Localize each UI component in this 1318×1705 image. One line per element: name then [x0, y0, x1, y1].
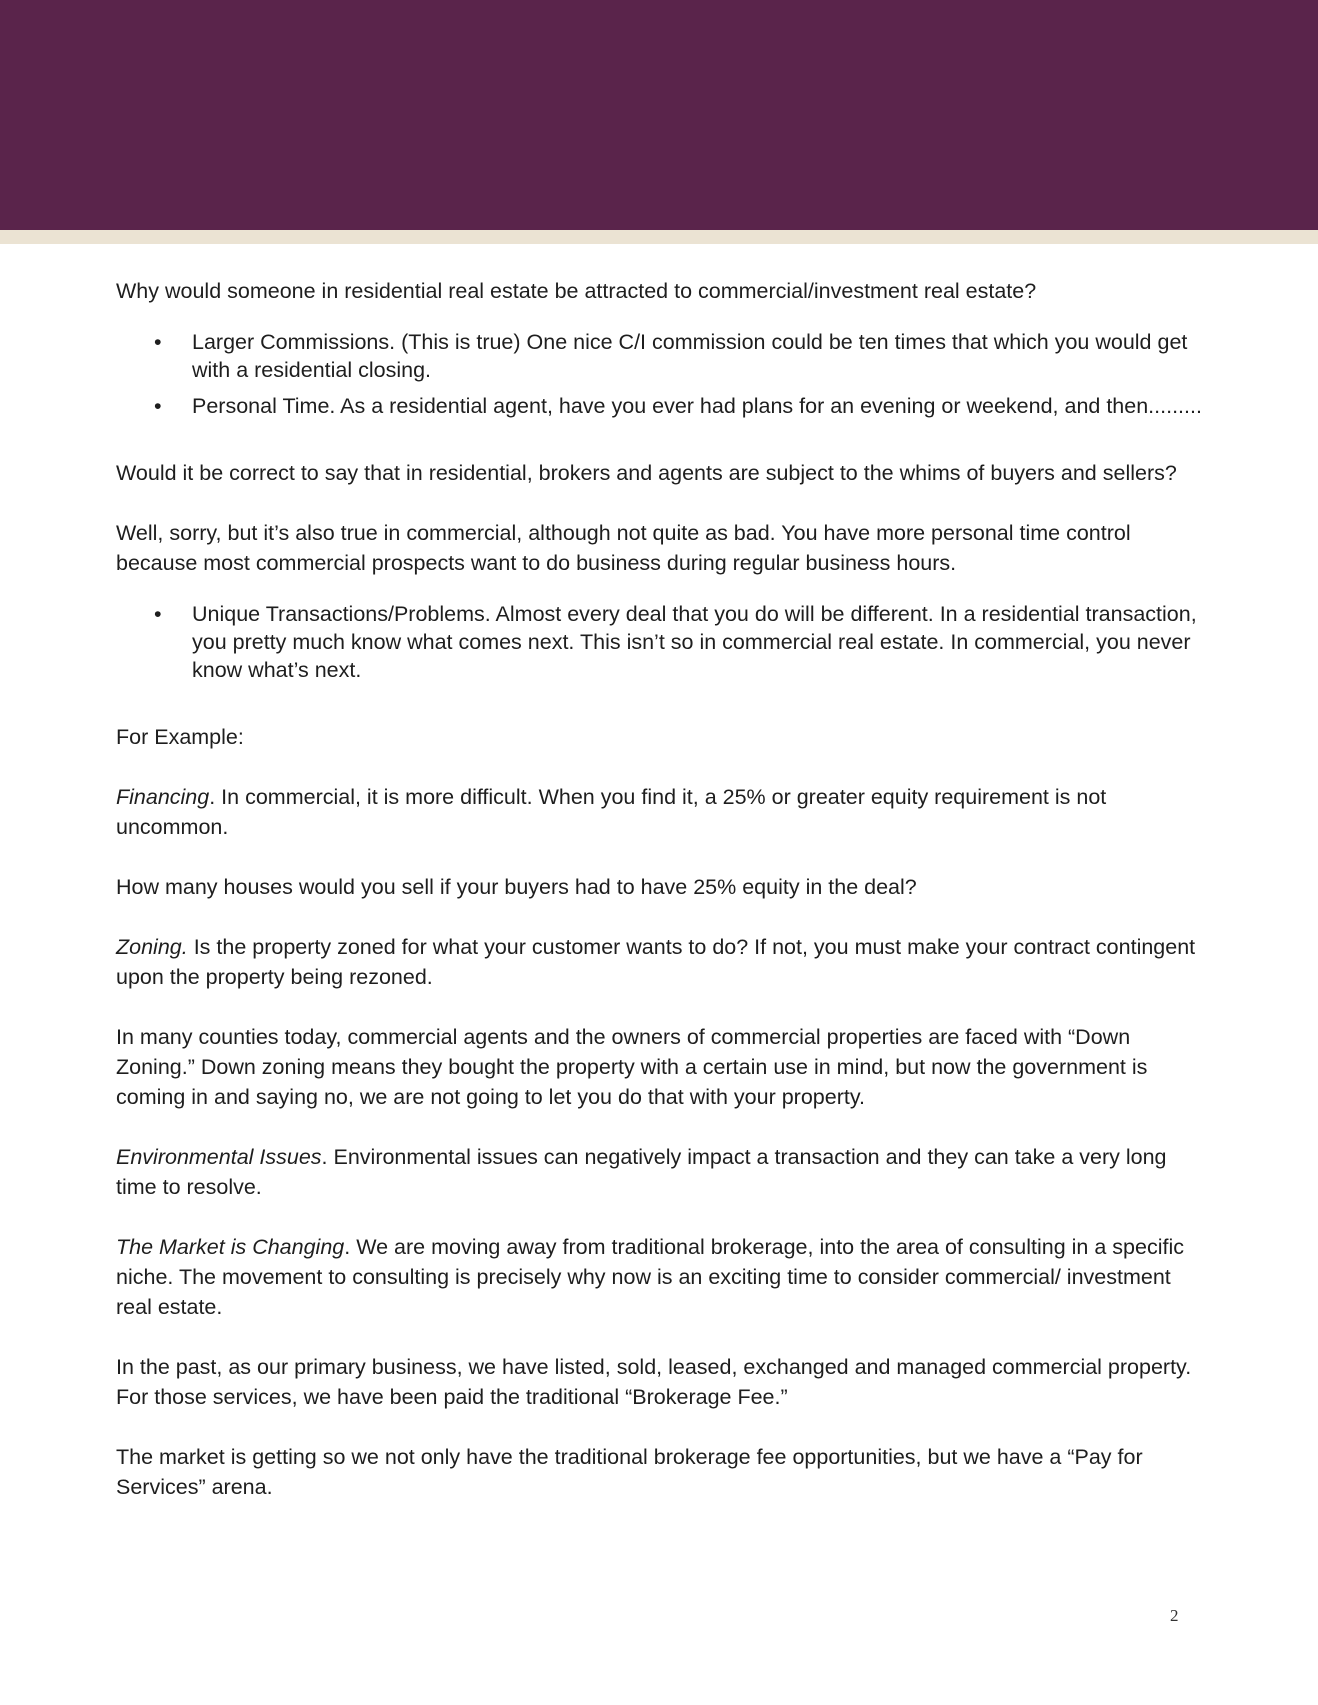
bullet-icon: •	[154, 330, 162, 354]
header-rule	[0, 230, 1318, 244]
paragraph-whims: Would it be correct to say that in residential, brokers and agents are subject to the whims of buyers and sellers?	[116, 461, 1177, 485]
paragraph-financing	[116, 782, 1206, 842]
zoning-lead: Zoning.	[116, 935, 188, 959]
bullet-icon: •	[154, 394, 162, 418]
paragraph-environmental	[116, 1142, 1206, 1202]
bullet-list-unique	[116, 600, 1206, 684]
market-changing-text: . We are moving away from traditional brokerage, into the area of consulting in a specific niche. The movement to consulting is precisely why now is an exciting time to consider commercial/ investment real estate.	[116, 1235, 1184, 1319]
bullet-text: Unique Transactions/Problems. Almost every deal that you do will be different. In a residential transaction, you pretty much know what comes next. This isn’t so in commercial real estate. In commercial, you never know what’s next.	[192, 602, 1197, 682]
zoning-text: Is the property zoned for what your customer wants to do? If not, you must make your contract contingent upon the property being rezoned.	[116, 935, 1196, 989]
list-item	[116, 600, 1206, 684]
financing-lead: Financing	[116, 785, 210, 809]
bullet-text: Larger Commissions. (This is true) One nice C/I commission could be ten times that which you would get with a residential closing.	[192, 330, 1188, 382]
market-changing-lead: The Market is Changing	[116, 1235, 345, 1259]
list-item	[116, 392, 1206, 420]
page-number: 2	[1170, 1606, 1179, 1625]
header-band	[0, 0, 1318, 230]
environmental-text: . Environmental issues can negatively impact a transaction and they can take a very long time to resolve.	[116, 1145, 1167, 1199]
intro-question: Why would someone in residential real estate be attracted to commercial/investment real estate?	[116, 279, 1037, 303]
paragraph-down-zoning: In many counties today, commercial agents and the owners of commercial properties are faced with “Down Zoning.” Down zoning means they bought the property with a certain use in mind, but now the government is coming in and saying no, we are not going to let you do that with your property.	[116, 1025, 1148, 1109]
bullet-list-benefits	[116, 328, 1206, 420]
bullet-text: Personal Time. As a residential agent, have you ever had plans for an evening or weekend, and then.........	[192, 394, 1202, 418]
paragraph-zoning	[116, 932, 1206, 992]
paragraph-pay-for-services: The market is getting so we not only have the traditional brokerage fee opportunities, but we have a “Pay for Services” arena.	[116, 1445, 1143, 1499]
page-body	[116, 276, 1206, 1532]
paragraph-houses-question: How many houses would you sell if your buyers had to have 25% equity in the deal?	[116, 875, 917, 899]
paragraph-past-business: In the past, as our primary business, we have listed, sold, leased, exchanged and managed commercial property. For those services, we have been paid the traditional “Brokerage Fee.”	[116, 1355, 1192, 1409]
for-example-heading: For Example:	[116, 725, 244, 749]
bullet-icon: •	[154, 602, 162, 626]
paragraph-market-changing	[116, 1232, 1206, 1322]
environmental-lead: Environmental Issues	[116, 1145, 322, 1169]
paragraph-sorry: Well, sorry, but it’s also true in commercial, although not quite as bad. You have more personal time control because most commercial prospects want to do business during regular business hours.	[116, 521, 1131, 575]
financing-text: . In commercial, it is more difficult. When you find it, a 25% or greater equity requirement is not uncommon.	[116, 785, 1107, 839]
list-item	[116, 328, 1206, 384]
